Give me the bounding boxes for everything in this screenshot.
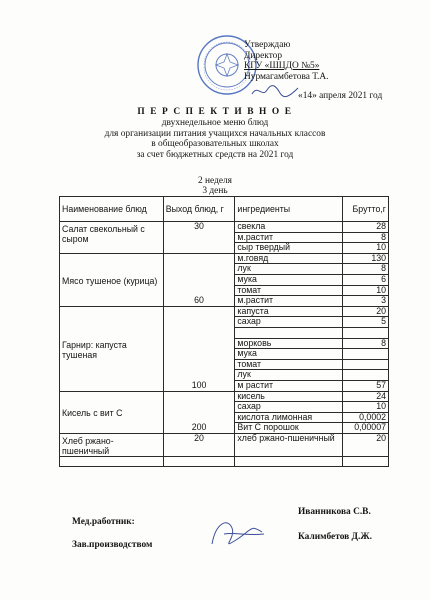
ingredient-gross: 0,0002 xyxy=(343,412,389,423)
ingredient-gross: 8 xyxy=(343,232,389,243)
dish-output: 30 xyxy=(163,222,235,254)
table-row xyxy=(60,433,389,456)
menu-table xyxy=(59,196,389,467)
title-line4: в общеобразовательных школах xyxy=(151,139,279,150)
ingredient-name: м растит xyxy=(235,380,343,391)
day-label: 3 день xyxy=(202,186,228,196)
ingredient-gross: 8 xyxy=(343,338,389,349)
dish-name: Салат свекольный с сыром xyxy=(60,222,164,254)
ingredient-name: м.говяд xyxy=(235,253,343,264)
dish-output: 200 xyxy=(163,391,235,433)
ingredient-gross: 5 xyxy=(343,317,389,328)
table-row xyxy=(60,391,389,402)
ingredient-name: сахар xyxy=(235,402,343,413)
dish-name: Хлеб ржано-пшеничный xyxy=(60,433,164,456)
table-header-row xyxy=(60,197,389,222)
approval-line1: Утверждаю xyxy=(244,40,291,50)
ingredient-gross: 57 xyxy=(343,380,389,391)
dish-name: Кисель с вит С xyxy=(60,391,164,433)
nurse-name: Иванникова С.В. xyxy=(298,507,371,517)
approval-block xyxy=(244,40,329,82)
ingredient-name: сахар xyxy=(235,317,343,328)
title-line2: двухнедельное меню блюд xyxy=(161,117,269,128)
ingredient-gross: 10 xyxy=(343,402,389,413)
table-row xyxy=(60,306,389,317)
ingredient-name: Вит С порошок xyxy=(235,423,343,434)
ingredient-name: томат xyxy=(235,359,343,370)
director-signature xyxy=(250,82,300,100)
ingredient-name: томат xyxy=(235,285,343,296)
manager-signature xyxy=(206,514,268,554)
table-row xyxy=(60,253,389,264)
ingredient-name: м.растит xyxy=(235,296,343,307)
ingredient-gross: 130 xyxy=(343,253,389,264)
ingredient-name: морковь xyxy=(235,338,343,349)
ingredient-gross xyxy=(343,370,389,381)
period-block xyxy=(0,176,430,196)
approval-line4: Нурмагамбетова Т.А. xyxy=(244,71,329,82)
ingredient-name xyxy=(235,327,343,338)
document-title xyxy=(0,107,430,161)
ingredient-gross: 3 xyxy=(343,296,389,307)
title-heading: П Е Р С П Е К Т И В Н О Е xyxy=(137,107,293,117)
ingredient-name: сыр твердый xyxy=(235,243,343,254)
ingredient-gross: 20 xyxy=(343,306,389,317)
ingredient-gross: 20 xyxy=(343,433,389,456)
ingredient-name: м.растит xyxy=(235,232,343,243)
manager-name: Калимбетов Д.Ж. xyxy=(298,532,372,542)
title-line5: за счет бюджетных средств на 2021 год xyxy=(136,150,294,161)
ingredient-gross: 0,00007 xyxy=(343,423,389,434)
header-dish-name: Наименование блюд xyxy=(60,197,164,222)
empty-cell xyxy=(60,456,164,467)
ingredient-name: кислота лимонная xyxy=(235,412,343,423)
empty-row xyxy=(60,456,389,467)
menu-table-body xyxy=(60,222,389,467)
ingredient-gross: 10 xyxy=(343,285,389,296)
ingredient-gross: 8 xyxy=(343,264,389,275)
approval-date: «14» апреля 2021 год xyxy=(298,91,383,101)
title-line3: для организации питания учащихся начальных классов xyxy=(104,128,326,139)
ingredient-name: хлеб ржано-пшеничный xyxy=(235,433,343,456)
dish-output: 100 xyxy=(163,306,235,391)
header-output: Выход блюд, г xyxy=(163,197,235,222)
nurse-label: Мед.работник: xyxy=(72,517,135,527)
approval-line3: КГУ «ШЦДО №5» xyxy=(244,61,320,72)
ingredient-gross: 24 xyxy=(343,391,389,402)
empty-cell xyxy=(343,456,389,467)
ingredient-gross xyxy=(343,359,389,370)
ingredient-name: капуста xyxy=(235,306,343,317)
header-ingredients: ингредиенты xyxy=(235,197,343,222)
empty-cell xyxy=(163,456,235,467)
ingredient-gross xyxy=(343,349,389,360)
dish-output: 60 xyxy=(163,253,235,306)
ingredient-gross: 10 xyxy=(343,243,389,254)
header-gross: Брутто,г xyxy=(343,197,389,222)
dish-name: Мясо тушеное (курица) xyxy=(60,253,164,306)
dish-output: 20 xyxy=(163,433,235,456)
week-label: 2 неделя xyxy=(197,176,232,186)
table-row xyxy=(60,222,389,233)
dish-name: Гарнир: капуста тушеная xyxy=(60,306,164,391)
ingredient-gross: 28 xyxy=(343,222,389,233)
ingredient-gross xyxy=(343,327,389,338)
approval-line2: Директор xyxy=(244,50,283,61)
ingredient-name: лук xyxy=(235,264,343,275)
manager-label: Зав.производством xyxy=(72,540,153,550)
ingredient-name: мука xyxy=(235,349,343,360)
ingredient-name: мука xyxy=(235,274,343,285)
empty-cell xyxy=(235,456,343,467)
ingredient-name: свекла xyxy=(235,222,343,233)
ingredient-name: лук xyxy=(235,370,343,381)
ingredient-name: кисель xyxy=(235,391,343,402)
ingredient-gross: 6 xyxy=(343,274,389,285)
